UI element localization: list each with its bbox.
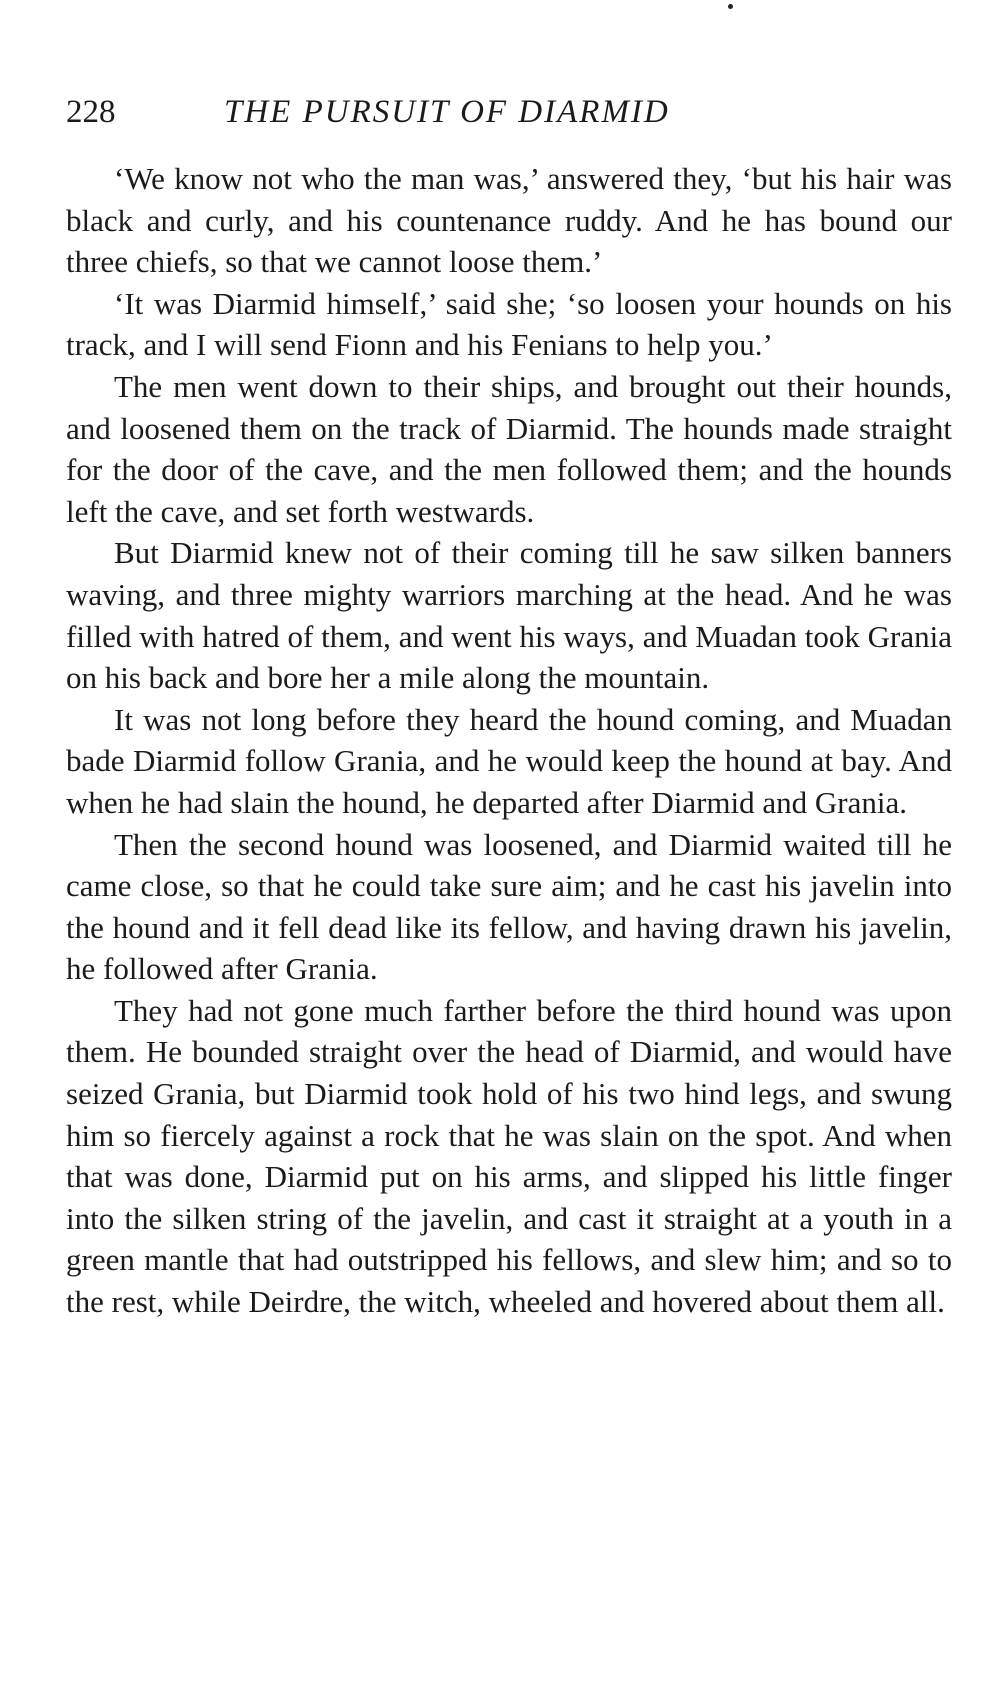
paragraph: ‘We know not who the man was,’ answered they, ‘but his hair was black and curly, and his countenance ruddy. And he has bound our three chiefs, so that we cannot loose them.’	[66, 161, 952, 280]
ink-speck	[728, 4, 733, 9]
running-title: THE PURSUIT OF DIARMID	[224, 94, 670, 130]
paragraph: Then the second hound was loosened, and Diarmid waited till he came close, so that he could take sure aim; and he cast his javelin into the hound and it fell dead like its fellow, and having drawn his javelin, he followed after Grania.	[66, 826, 952, 987]
paragraph: But Diarmid knew not of their coming till he saw silken banners waving, and three mighty warriors marching at the head. And he was filled with hatred of them, and went his ways, and Muadan took Grania on his back and bore her a mile along the mountain.	[66, 535, 952, 696]
paragraph: They had not gone much farther before the third hound was upon them. He bounded straight over the head of Diarmid, and would have seized Grania, but Diarmid took hold of his two hind legs, and swung him so fiercely against a rock that he was slain on the spot. And when that was done, Diarmid put on his arms, and slipped his little finger into the silken string of the javelin, and cast it straight at a youth in a green mantle that had outstripped his fellows, and slew him; and so to the rest, while Deirdre, the witch, wheeled and hovered about them all.	[66, 992, 952, 1320]
paragraph: ‘It was Diarmid himself,’ said she; ‘so loosen your hounds on his track, and I will send Fionn and his Fenians to help you.’	[66, 285, 952, 363]
page-header	[66, 90, 952, 134]
paragraph: It was not long before they heard the hound coming, and Muadan bade Diarmid follow Grania, and he would keep the hound at bay. And when he had slain the hound, he departed after Diarmid and Grania.	[66, 701, 952, 820]
page-number: 228	[66, 94, 116, 130]
body-text	[66, 158, 952, 1323]
paragraph: The men went down to their ships, and brought out their hounds, and loosened them on the track of Diarmid. The hounds made straight for the door of the cave, and the men followed them; and the hounds left the cave, and set forth westwards.	[66, 368, 952, 529]
